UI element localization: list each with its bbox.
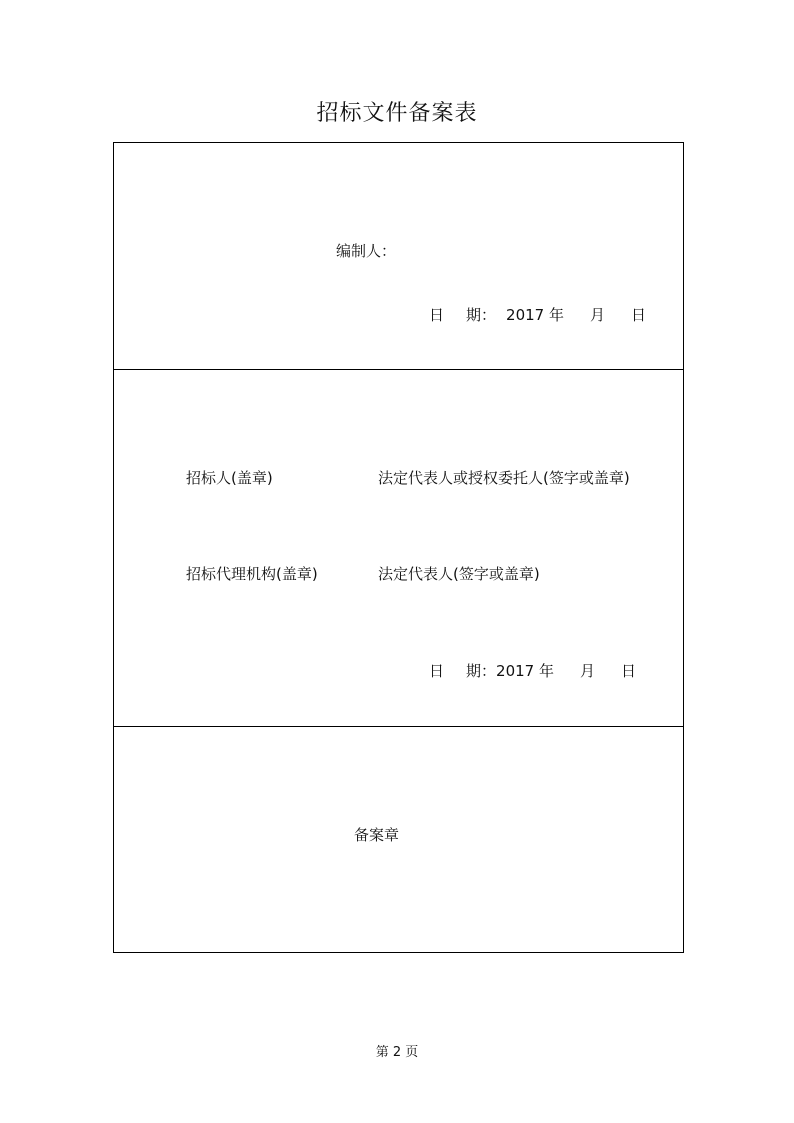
page-number: 第 2 页 xyxy=(375,1045,419,1060)
filing-form-table xyxy=(113,142,684,953)
page-title: 招标文件备案表 xyxy=(316,101,478,126)
filing-seal-label: 备案章 xyxy=(354,826,400,844)
agency-seal-label: 招标代理机构(盖章) xyxy=(186,565,318,583)
tenderer-representative-label: 法定代表人或授权委托人(签字或盖章) xyxy=(378,469,630,487)
date-day: 日 xyxy=(631,306,647,324)
filing-seal-section xyxy=(114,727,683,952)
date-month: 月 xyxy=(589,306,605,324)
date-year: 2017 年 xyxy=(506,306,564,324)
date-label-char-1: 日 xyxy=(429,306,445,324)
compiler-section xyxy=(114,143,683,370)
date-year: 2017 年 xyxy=(496,662,554,680)
tenderer-seal-label: 招标人(盖章) xyxy=(186,469,273,487)
compiler-label: 编制人： xyxy=(336,242,397,260)
signature-date-line xyxy=(429,662,636,680)
date-label-char-2: 期： xyxy=(466,662,497,680)
date-label-char-1: 日 xyxy=(429,662,445,680)
date-day: 日 xyxy=(621,662,637,680)
agency-representative-label: 法定代表人(签字或盖章) xyxy=(378,565,540,583)
date-label-char-2: 期： xyxy=(466,306,497,324)
signature-section xyxy=(114,370,683,727)
date-month: 月 xyxy=(579,662,595,680)
compiler-date-line xyxy=(429,306,646,324)
